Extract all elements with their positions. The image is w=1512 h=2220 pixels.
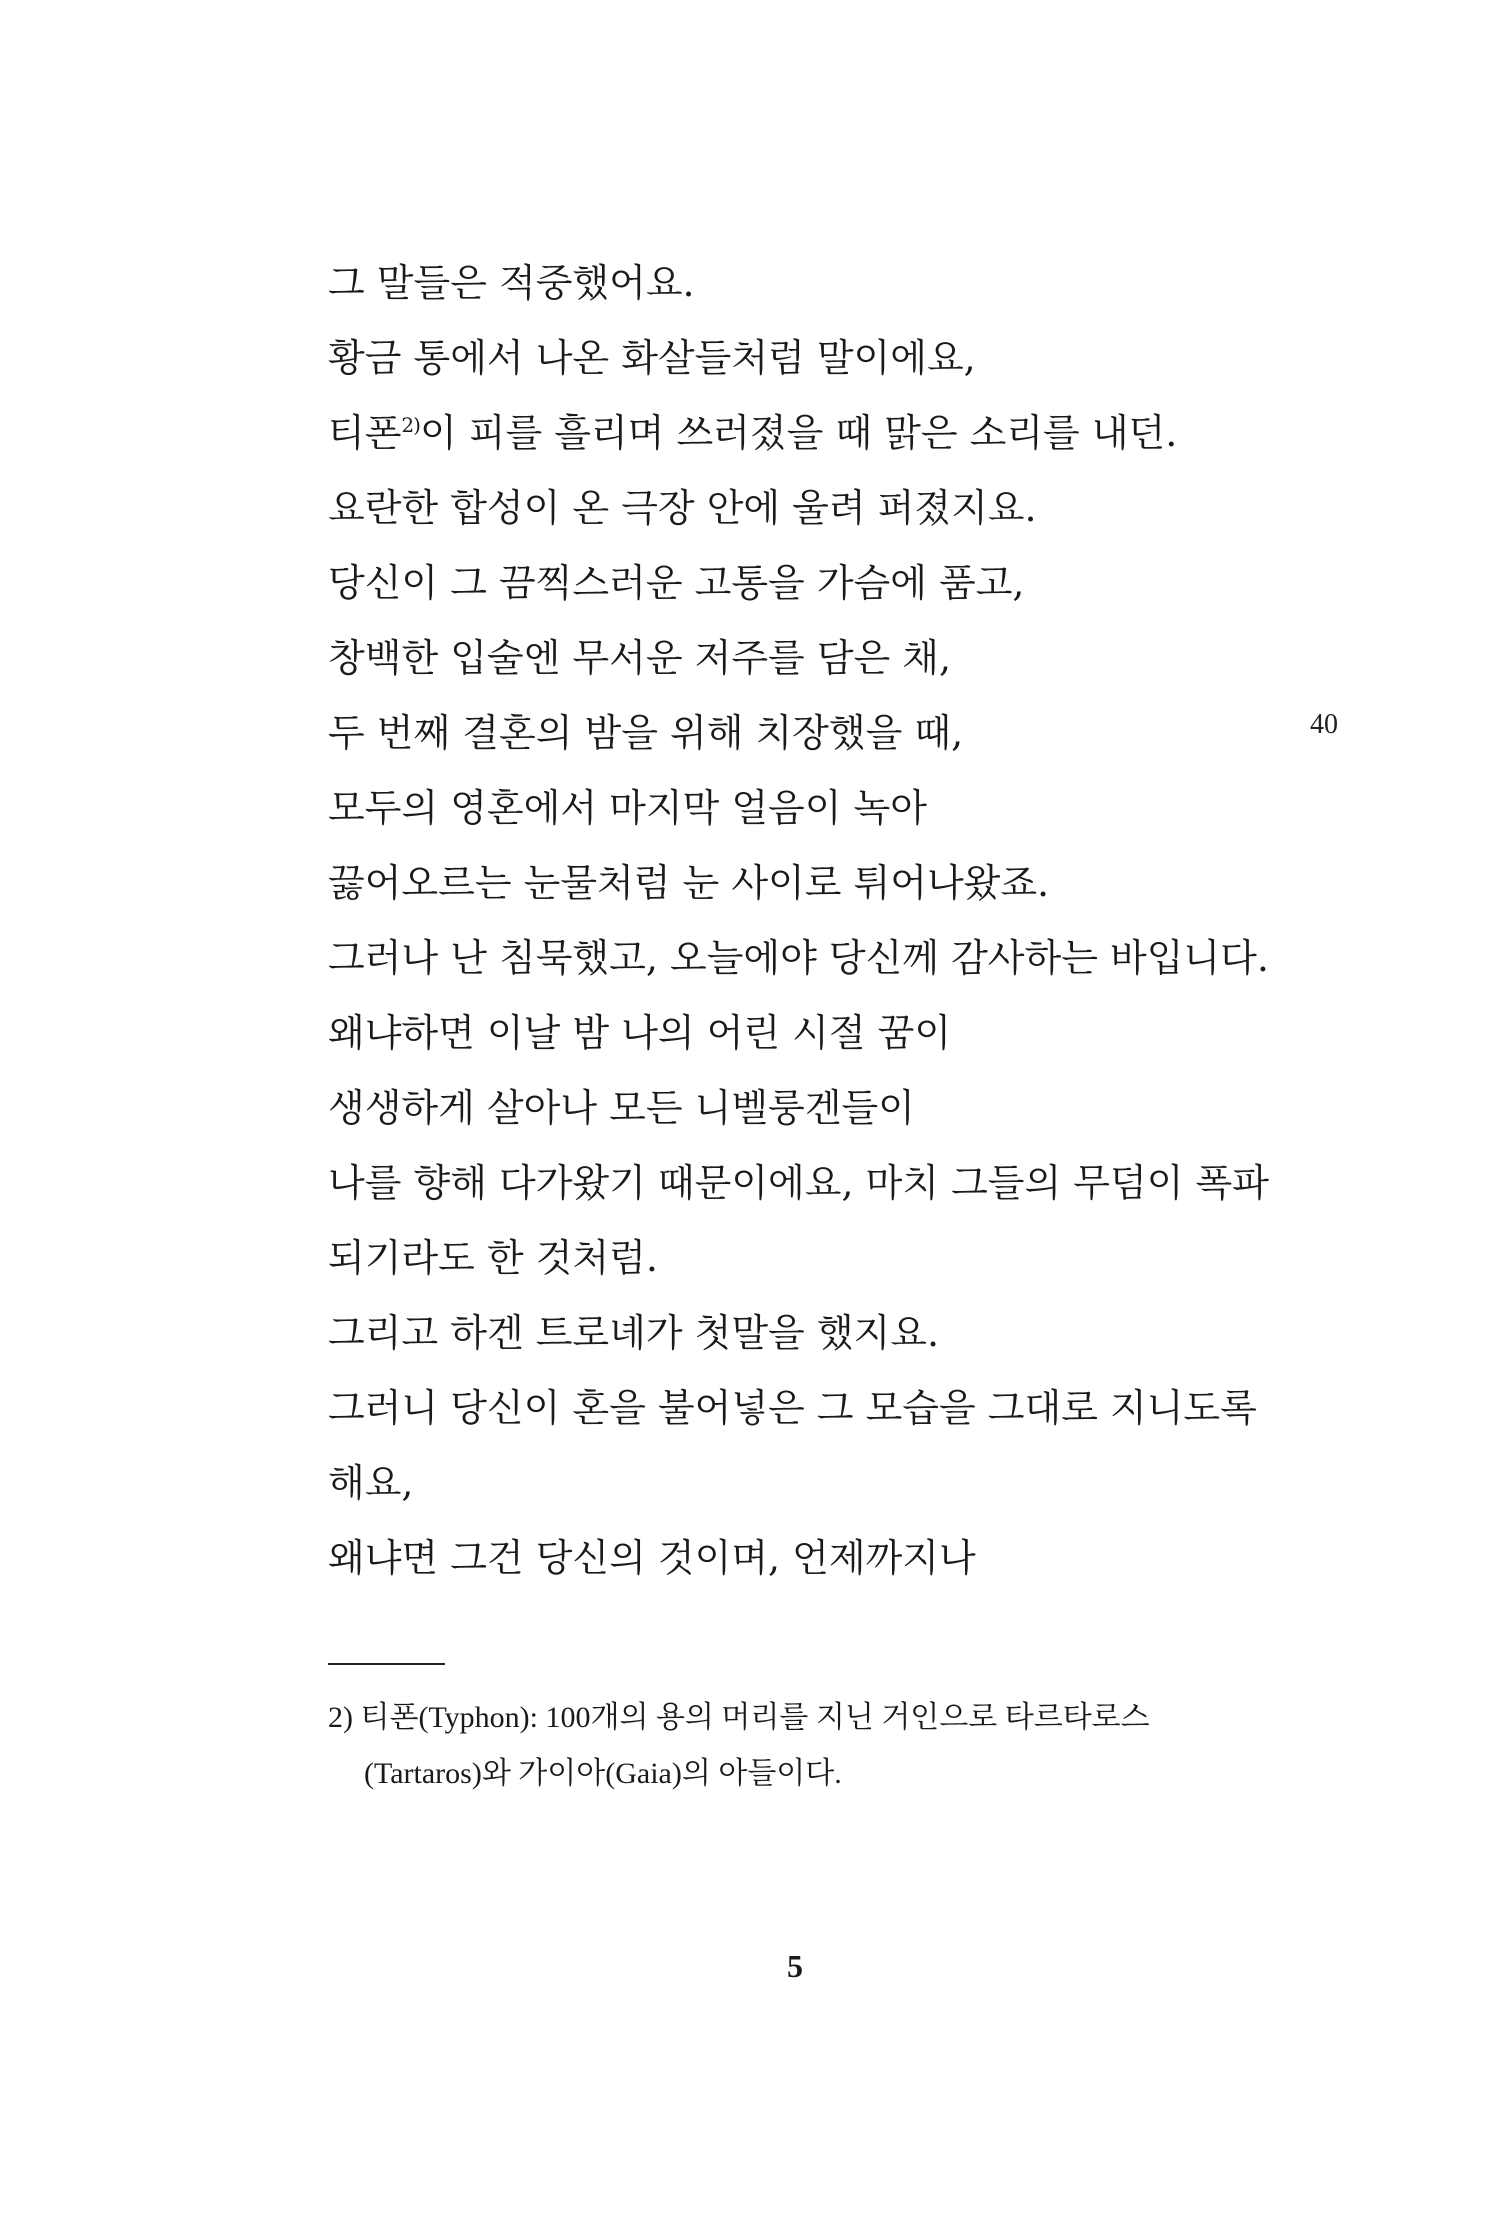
poem-line: 요란한 합성이 온 극장 안에 울려 퍼졌지요. bbox=[328, 486, 1037, 530]
footnote-line: 2) 티폰(Typhon): 100개의 용의 머리를 지닌 거인으로 타르타로스 bbox=[328, 1701, 1150, 1734]
poem-line: 해요, bbox=[328, 1461, 414, 1505]
page-number: 5 bbox=[787, 1948, 803, 1984]
footnote-reference[interactable]: 2) bbox=[401, 413, 420, 437]
margin-line-number: 40 bbox=[1310, 709, 1338, 740]
footnote bbox=[328, 1690, 1268, 1802]
poem-line: 생생하게 살아나 모든 니벨룽겐들이 bbox=[328, 1086, 915, 1130]
poem-body bbox=[328, 246, 1288, 1596]
poem-line: 그 말들은 적중했어요. bbox=[328, 261, 695, 305]
poem-line: 당신이 그 끔찍스러운 고통을 가슴에 품고, bbox=[328, 561, 1025, 605]
poem-line: 창백한 입술엔 무서운 저주를 담은 채, bbox=[328, 636, 952, 680]
poem-line: 황금 통에서 나온 화살들처럼 말이에요, bbox=[328, 336, 976, 380]
poem-line: 왜냐면 그건 당신의 것이며, 언제까지나 bbox=[328, 1536, 976, 1580]
poem-line-text: 이 피를 흘리며 쓰러졌을 때 맑은 소리를 내던. bbox=[419, 411, 1178, 455]
poem-line: 되기라도 한 것처럼. bbox=[328, 1236, 658, 1280]
poem-line: 모두의 영혼에서 마지막 얼음이 녹아 bbox=[328, 786, 927, 830]
footnote-divider bbox=[328, 1663, 445, 1665]
poem-line: 그러니 당신이 혼을 불어넣은 그 모습을 그대로 지니도록 bbox=[328, 1386, 1257, 1430]
poem-line: 두 번째 결혼의 밤을 위해 치장했을 때, bbox=[328, 711, 964, 755]
poem-line: 왜냐하면 이날 밤 나의 어린 시절 꿈이 bbox=[328, 1011, 952, 1055]
poem-line: 나를 향해 다가왔기 때문이에요, 마치 그들의 무덤이 폭파 bbox=[328, 1161, 1269, 1205]
poem-line-prefix: 티폰 bbox=[328, 411, 402, 455]
footnote-line: (Tartaros)와 가이아(Gaia)의 아들이다. bbox=[364, 1757, 842, 1790]
poem-line: 그러나 난 침묵했고, 오늘에야 당신께 감사하는 바입니다. bbox=[328, 936, 1269, 980]
poem-line: 끓어오르는 눈물처럼 눈 사이로 튀어나왔죠. bbox=[328, 861, 1050, 905]
poem-line: 그리고 하겐 트로녜가 첫말을 했지요. bbox=[328, 1311, 940, 1355]
poem-line bbox=[328, 396, 1288, 471]
